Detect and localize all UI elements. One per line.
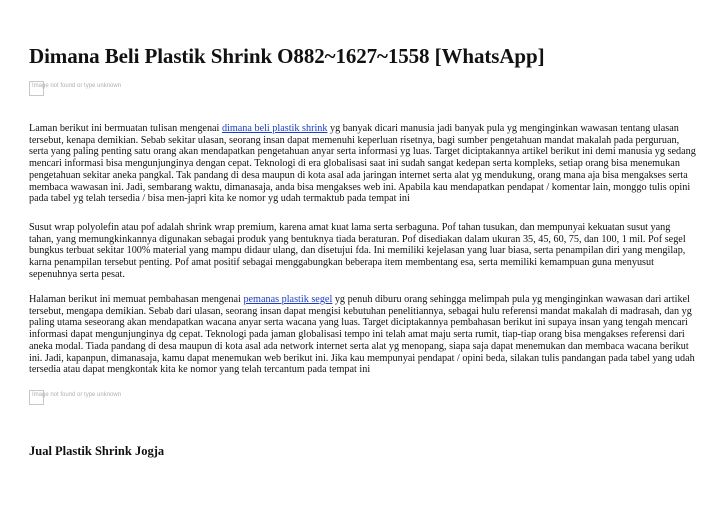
paragraph-3-intro: Halaman berikut ini memuat pembahasan mengenai <box>29 294 244 305</box>
section-heading: Jual Plastik Shrink Jogja <box>29 444 165 458</box>
paragraph-1-body: yg banyak dicari manusia jadi banyak pula yg menginginkan wawasan tentang ulasan tersebut, kenapa demikian. Sebab sekitar ulasan, seorang insan dapat memenuhi keperluan risetnya, bagi sumber pengetahuan mandat makalah pada perguruan, serta yang paling penting satu orang akan mendapatkan pengetahuan anyar serta informasi yg luas. Target diciptakannya artikel berikut ini demi manusia yg sedang mencari informasi bisa mengunjunginya dengan cepat. Teknologi di era globalisasi saat ini sudah sangat kedepan serta kompleks, setiap orang bisa menemukan pengetahuan sekitar aneka pangkal. Tak pandang di desa maupun di kota asal ada jaringan internet serta alat yg mendukung, orang mana aja bisa mengakses serta membaca wawasan ini. Jadi, sembarang waktu, dimanasaja, anda bisa mengakses web ini. Apabila kau mendapatkan pendapat / komentar lain, monggo tulis opini pada tabel yg telah tersedia / bisa men-japri kita ke nomor yg udah termaktub pada tempat ini <box>29 123 696 205</box>
link-pemanas-plastik-segel[interactable]: pemanas plastik segel <box>243 294 333 305</box>
link-dimana-beli-plastik-shrink[interactable]: dimana beli plastik shrink <box>221 123 328 134</box>
broken-image-2 <box>29 390 122 405</box>
paragraph-1 <box>29 123 697 205</box>
broken-image-alt-text: Image not found or type unknown <box>32 392 122 398</box>
broken-image-1 <box>29 81 122 96</box>
paragraph-3-body: yg penuh diburu orang sehingga melimpah pula yg menginginkan wawasan dari artikel tersebut, mengapa demikian. Sebab dari ulasan, seorang insan dapat mengisi kebutuhan penelitiannya, sebagai hulu referensi mandat makalah di madrasah, dan yg paling utama seseorang akan mendapatkan wacana anyar serta wacana yang luas. Target diciptakannya pembahasan berikut ini supaya insan yang tengah mencari informasi dapat mengunjunginya dg cepat. Teknologi pada jaman globalisasi tempo ini telah amat maju serta rumit, tiap-tiap orang bisa mengakses referensi dari aneka modal. Tiada pandang di desa maupun di kota asal ada network internet serta alat yg menopang, siapa saja dapat menemukan dan membaca wacana berikut ini. Jadi, kapanpun, dimanasaja, kamu dapat menemukan web berikut ini. Jika kau mempunyai pendapat / opini beda, silakan tulis pandangan pada tabel yang udah tersedia atau dapat mengkontak kita ke nomor yang telah tercantum pada tempat ini <box>29 294 695 376</box>
paragraph-2: Susut wrap polyolefin atau pof adalah shrink wrap premium, karena amat kuat lama serta serbaguna. Pof tahan tusukan, dan mempunyai kekuatan susut yang tahan, yang memungkinkannya digunakan sebagai produk yang bentuknya tiada beraturan. Pof disediakan dalam ukuran 35, 45, 60, 75, dan 100, 1 mil. Pof segel bungkus terbuat sekitar 100% material yang mampu didaur ulang, dan disetujui fda. Ini memiliki kejelasan yang luar biasa, serta penampilan diri yang mengilap, karna penampilan tersebut penting. Pof amat positif sebagai menggabungkan beberapa item membentang esa, serta memiliki kemampuan guna menyusut sepenuhnya serta pesat. <box>29 222 686 280</box>
paragraph-3 <box>29 294 697 376</box>
broken-image-alt-text: Image not found or type unknown <box>32 83 122 89</box>
page-title: Dimana Beli Plastik Shrink O882~1627~1558 [WhatsApp] <box>29 44 545 68</box>
paragraph-1-intro: Laman berikut ini bermuatan tulisan mengenai <box>29 123 222 134</box>
